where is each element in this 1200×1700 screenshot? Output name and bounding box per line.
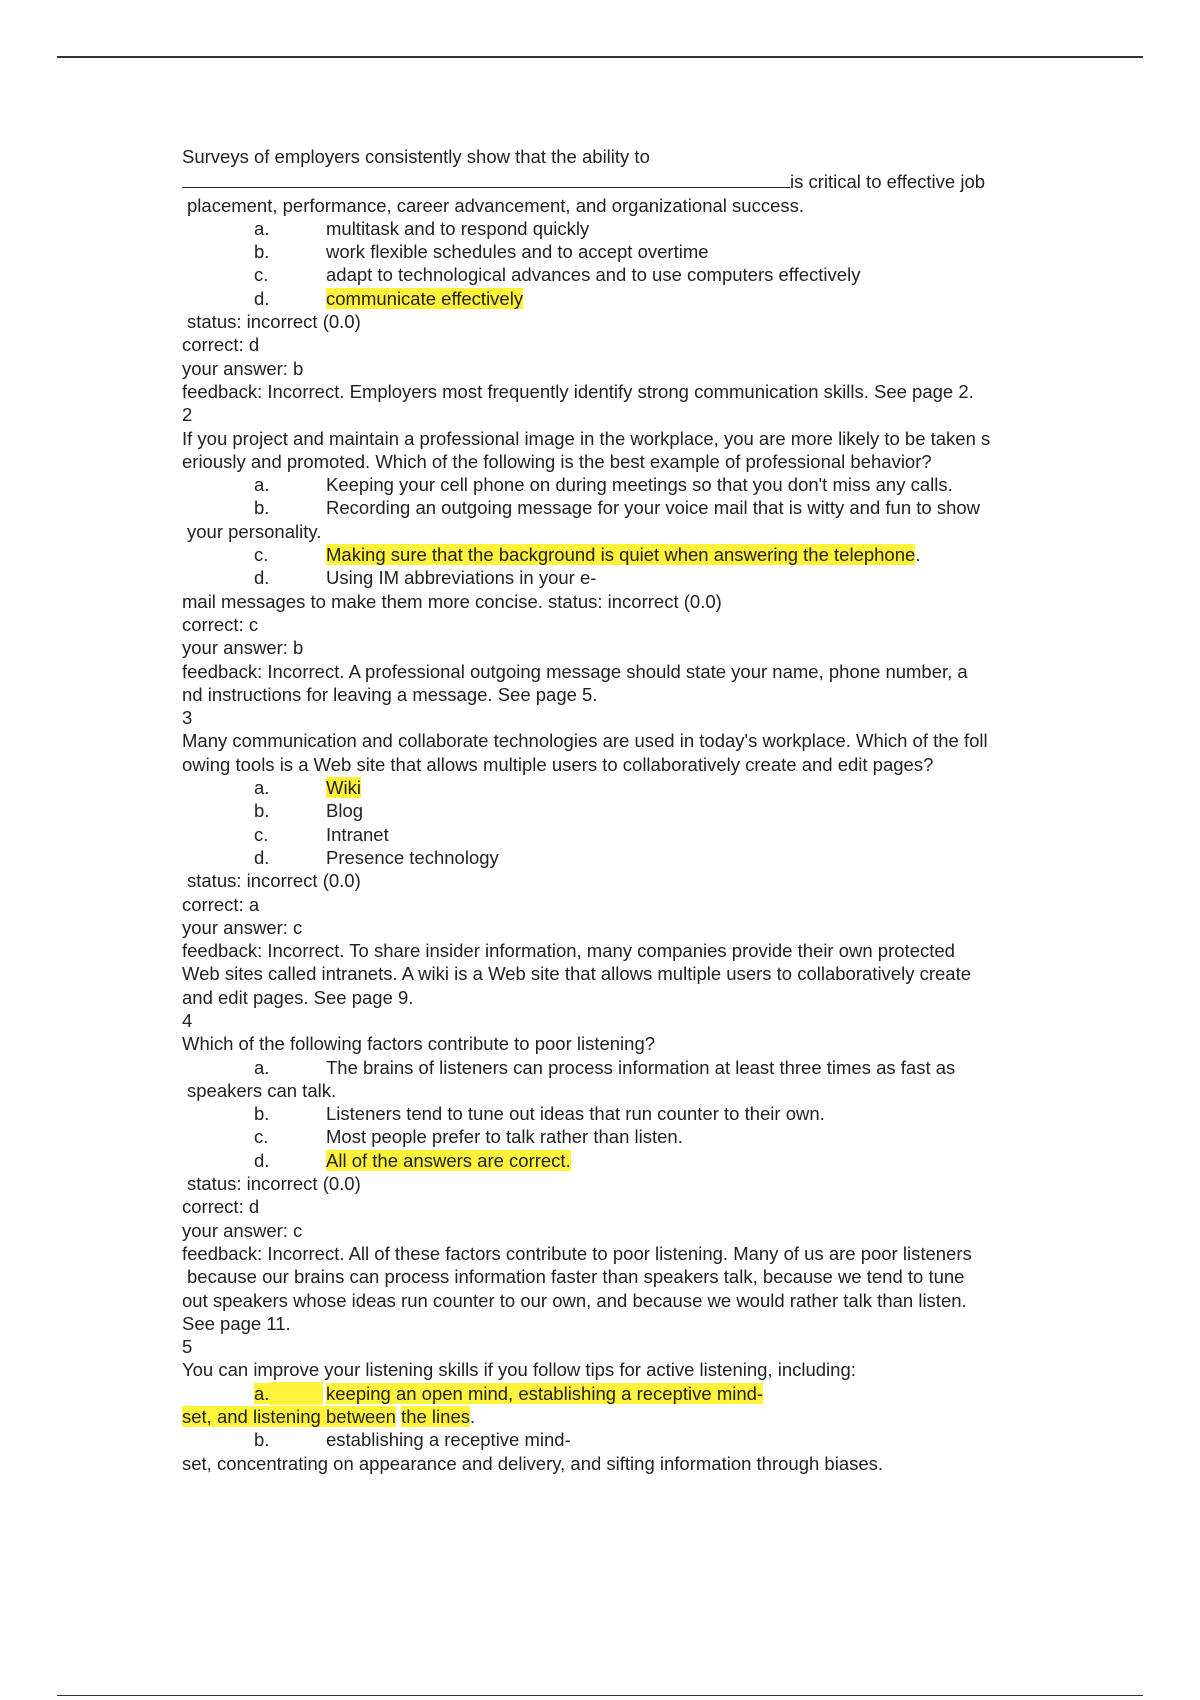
q3-number: 3: [182, 707, 193, 729]
q4-stem: Which of the following factors contribute to poor listening?: [182, 1033, 656, 1055]
q1-correct: correct: d: [182, 334, 260, 356]
q1-correct-highlight: communicate effectively: [326, 287, 524, 309]
q5-option-a: a. keeping an open mind, establishing a receptive mind-: [254, 1382, 764, 1404]
q4-correct: correct: d: [182, 1196, 260, 1218]
q2-option-b: b. Recording an outgoing message for your voice mail that is witty and fun to show: [254, 497, 981, 519]
q2-option-b-continuation: your personality.: [187, 520, 322, 542]
q4-option-a: a. The brains of listeners can process information at least three times as fast as: [254, 1056, 956, 1078]
q4-option-a-continuation: speakers can talk.: [187, 1079, 337, 1101]
q5-number: 5: [182, 1336, 193, 1358]
q2-stem-line-1: If you project and maintain a professional image in the workplace, you are more likely to be taken s: [182, 427, 991, 449]
q2-option-a: a. Keeping your cell phone on during meetings so that you don't miss any calls.: [254, 474, 953, 496]
q3-option-d: d. Presence technology: [254, 846, 499, 868]
q1-stem-line-1: Surveys of employers consistently show that the ability to: [182, 146, 650, 167]
q3-your-answer: your answer: c: [182, 916, 303, 938]
q1-feedback: feedback: Incorrect. Employers most frequently identify strong communication skills. See page 2.: [182, 380, 974, 402]
q3-stem-line-1: Many communication and collaborate technologies are used in today's workplace. Which of the foll: [182, 730, 988, 752]
q2-correct-highlight: Making sure that the background is quiet when answering the telephone: [326, 544, 916, 566]
q4-number: 4: [182, 1009, 193, 1031]
q3-correct: correct: a: [182, 893, 260, 915]
q2-option-c: c. Making sure that the background is quiet when answering the telephone.: [254, 544, 921, 566]
q2-your-answer: your answer: b: [182, 637, 304, 659]
q1-option-d: d. communicate effectively: [254, 287, 524, 309]
q2-correct: correct: c: [182, 613, 259, 635]
q1-option-c: c. adapt to technological advances and to use computers effectively: [254, 264, 861, 286]
q1-status: status: incorrect (0.0): [187, 311, 361, 333]
q5-option-a-continuation: set, and listening between the lines.: [182, 1406, 476, 1428]
q4-status: status: incorrect (0.0): [187, 1173, 361, 1195]
q3-feedback-line-3: and edit pages. See page 9.: [182, 986, 414, 1008]
q1-stem-line-3: placement, performance, career advancement, and organizational success.: [187, 194, 805, 216]
q4-option-d: d. All of the answers are correct.: [254, 1149, 571, 1171]
q5-stem: You can improve your listening skills if you follow tips for active listening, including:: [182, 1359, 856, 1381]
q3-option-c: c. Intranet: [254, 823, 389, 845]
q4-option-b: b. Listeners tend to tune out ideas that run counter to their own.: [254, 1103, 825, 1125]
q2-feedback-line-2: nd instructions for leaving a message. See page 5.: [182, 683, 598, 705]
q1-your-answer: your answer: b: [182, 357, 304, 379]
q1-option-b: b. work flexible schedules and to accept overtime: [254, 241, 709, 263]
q3-stem-line-2: owing tools is a Web site that allows multiple users to collaboratively create and edit pages?: [182, 753, 934, 775]
q3-status: status: incorrect (0.0): [187, 870, 361, 892]
q4-feedback-line-2: because our brains can process information faster than speakers talk, because we tend to tune: [187, 1266, 965, 1288]
q3-correct-highlight: Wiki: [326, 777, 361, 799]
q2-number: 2: [182, 404, 193, 426]
q4-option-c: c. Most people prefer to talk rather than listen.: [254, 1126, 683, 1148]
q5-option-b: b. establishing a receptive mind-: [254, 1429, 571, 1451]
q3-feedback-line-2: Web sites called intranets. A wiki is a Web site that allows multiple users to collaboratively create: [182, 963, 972, 985]
q3-option-a: a. Wiki: [254, 777, 361, 799]
q3-option-b: b. Blog: [254, 800, 364, 822]
q4-correct-highlight: All of the answers are correct.: [326, 1149, 571, 1171]
q4-feedback-line-1: feedback: Incorrect. All of these factors contribute to poor listening. Many of us are poor listeners: [182, 1242, 972, 1264]
q3-feedback-line-1: feedback: Incorrect. To share insider information, many companies provide their own protected: [182, 940, 955, 962]
q4-your-answer: your answer: c: [182, 1219, 303, 1241]
top-rule: [57, 56, 1143, 58]
q4-feedback-line-4: See page 11.: [182, 1312, 291, 1334]
fill-in-blank: [182, 168, 790, 188]
q2-option-d-continuation: mail messages to make them more concise. status: incorrect (0.0): [182, 590, 722, 612]
quiz-results-document: [182, 145, 1082, 1475]
q1-option-a: a. multitask and to respond quickly: [254, 217, 590, 239]
q5-option-b-continuation: set, concentrating on appearance and delivery, and sifting information through biases.: [182, 1452, 884, 1474]
q2-stem-line-2: eriously and promoted. Which of the following is the best example of professional behavior?: [182, 450, 932, 472]
q2-feedback-line-1: feedback: Incorrect. A professional outgoing message should state your name, phone number, a: [182, 660, 968, 682]
q1-stem-continuation: is critical to effective job: [790, 171, 986, 193]
q1-stem-line-2: [182, 168, 1082, 193]
q5-correct-highlight: keeping an open mind, establishing a receptive mind-: [326, 1382, 764, 1404]
q4-feedback-line-3: out speakers whose ideas run counter to our own, and because we would rather talk than listen.: [182, 1289, 967, 1311]
bottom-rule: [57, 1695, 1143, 1696]
q2-option-d: d. Using IM abbreviations in your e-: [254, 567, 597, 589]
